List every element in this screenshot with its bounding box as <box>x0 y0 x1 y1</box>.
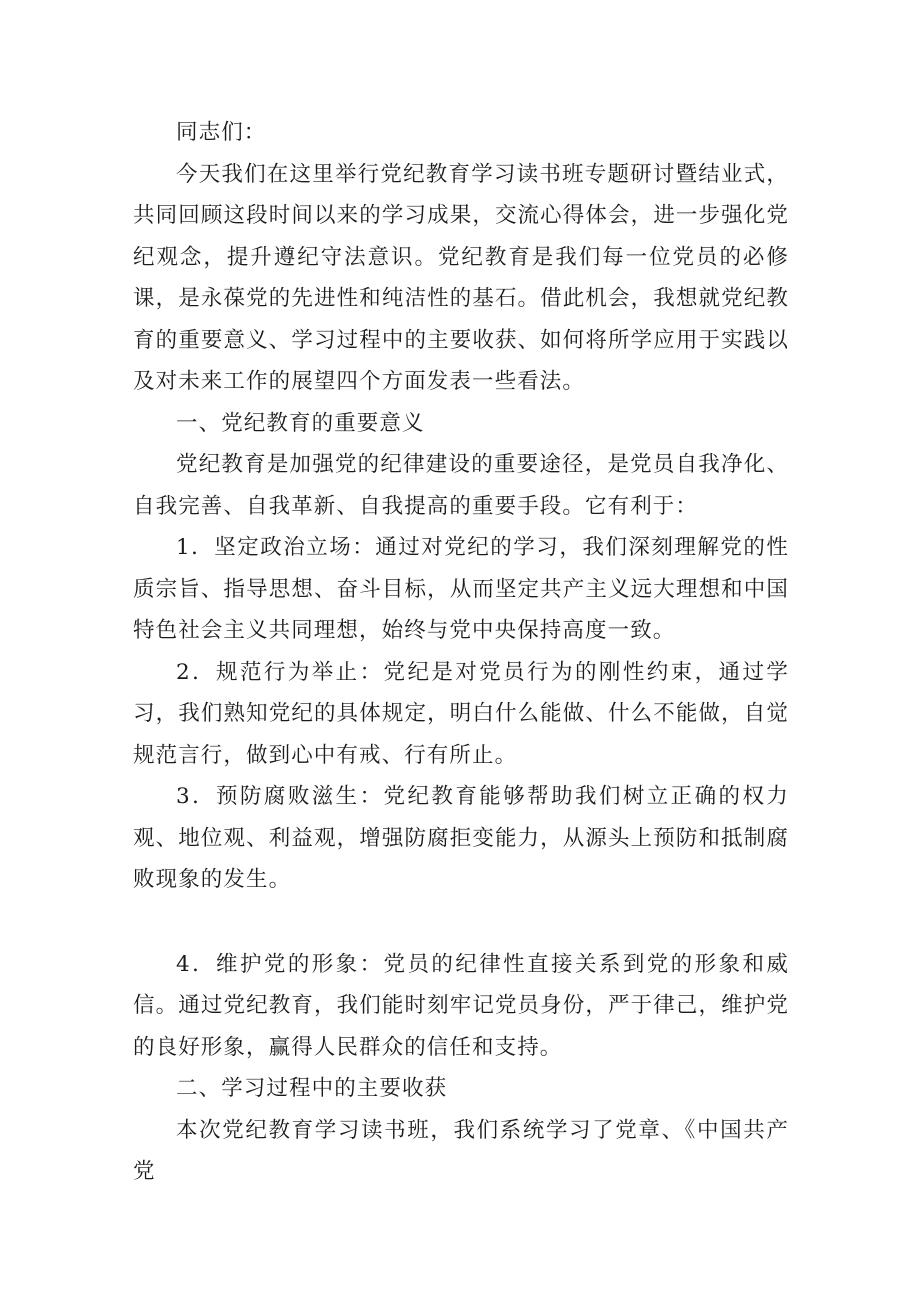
section-heading-1: 一、党纪教育的重要意义 <box>176 410 425 436</box>
document-body <box>133 112 789 1193</box>
intro-paragraph: 今天我们在这里举行党纪教育学习读书班专题研讨暨结业式，共同回顾这段时间以来的学习成果，交流心得体会，进一步强化党纪观念，提升遵纪守法意识。党纪教育是我们每一位党员的必修课，是永葆党的先进性和纯洁性的基石。借此机会，我想就党纪教育的重要意义、学习过程中的主要收获、如何将所学应用于实践以及对未来工作的展望四个方面发表一些看法。 <box>133 161 789 394</box>
section-1-paragraph: 党纪教育是加强党的纪律建设的重要途径，是党员自我净化、自我完善、自我革新、自我提高的重要手段。它有利于： <box>133 452 789 519</box>
salutation: 同志们： <box>176 120 267 145</box>
section-2-paragraph: 本次党纪教育学习读书班，我们系统学习了党章、《中国共产党 <box>133 1117 789 1184</box>
list-item-4: 4．维护党的形象：党员的纪律性直接关系到党的形象和威信。通过党纪教育，我们能时刻牢记党员身份，严于律己，维护党的良好形象，赢得人民群众的信任和支持。 <box>133 951 789 1060</box>
section-heading-2: 二、学习过程中的主要收获 <box>176 1076 448 1101</box>
list-item-1: 1．坚定政治立场：通过对党纪的学习，我们深刻理解党的性质宗旨、指导思想、奋斗目标，从而坚定共产主义远大理想和中国特色社会主义共同理想，始终与党中央保持高度一致。 <box>133 535 789 643</box>
list-item-2: 2．规范行为举止：党纪是对党员行为的刚性约束，通过学习，我们熟知党纪的具体规定，明白什么能做、什么不能做，自觉规范言行，做到心中有戒、行有所止。 <box>133 659 789 768</box>
list-item-3: 3．预防腐败滋生：党纪教育能够帮助我们树立正确的权力观、地位观、利益观，增强防腐拒变能力，从源头上预防和抵制腐败现象的发生。 <box>133 784 789 892</box>
